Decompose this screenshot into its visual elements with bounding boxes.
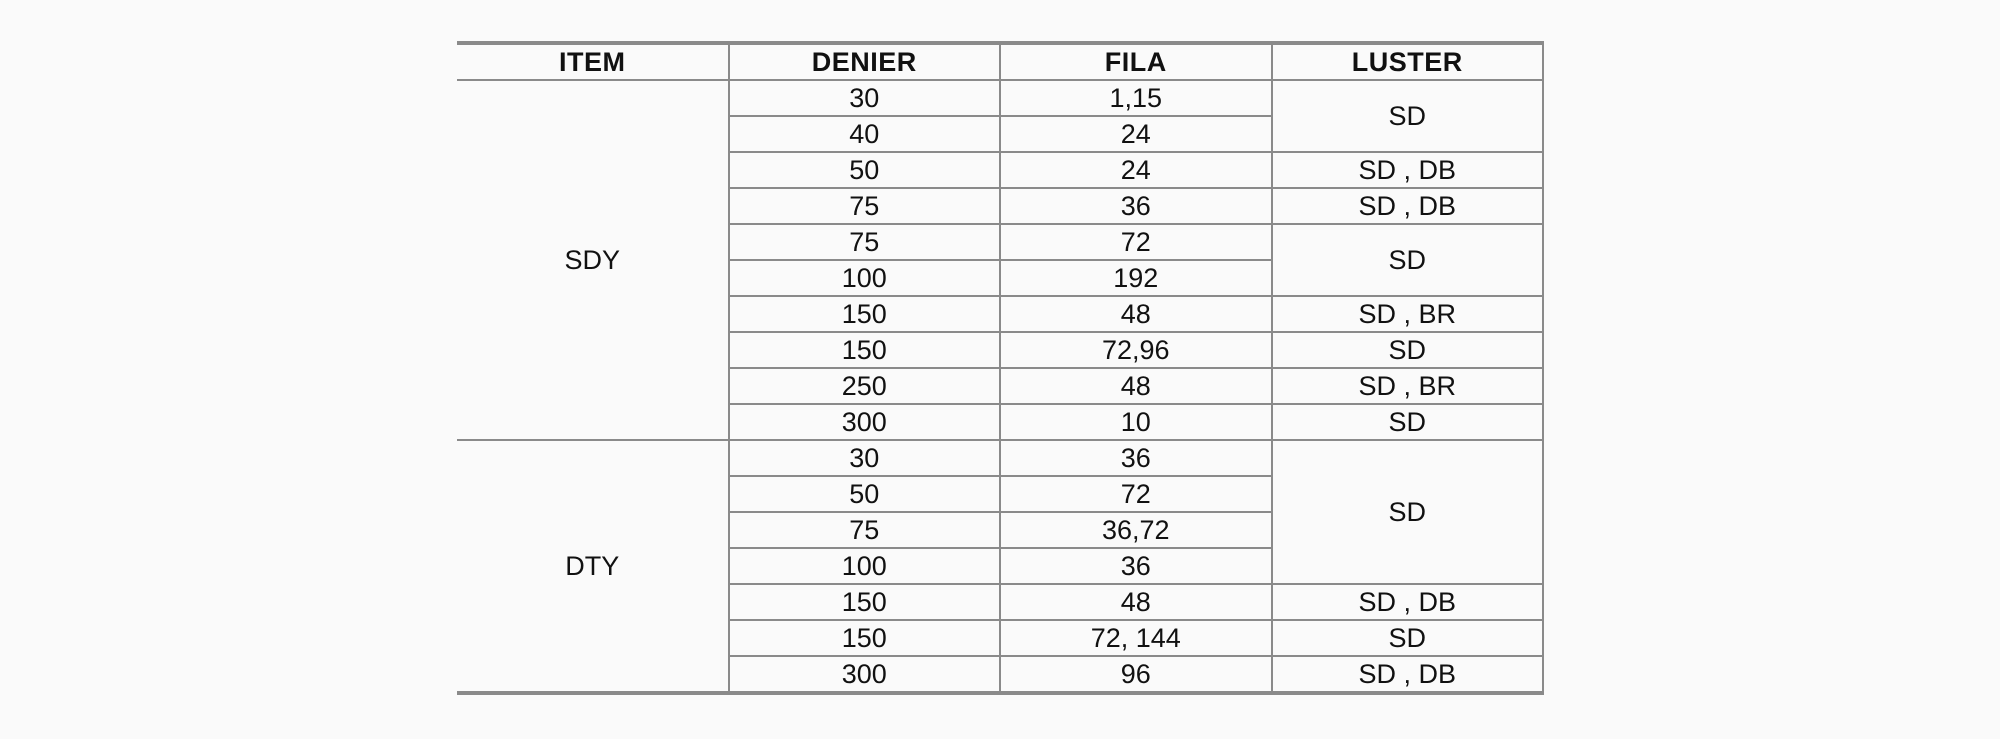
fila-cell: 48 <box>1000 296 1272 332</box>
header-item: ITEM <box>457 43 729 80</box>
denier-cell: 50 <box>729 152 1001 188</box>
fila-cell: 96 <box>1000 656 1272 693</box>
fila-cell: 36,72 <box>1000 512 1272 548</box>
luster-cell: SD <box>1272 620 1544 656</box>
fila-cell: 72 <box>1000 224 1272 260</box>
denier-cell: 300 <box>729 656 1001 693</box>
fila-cell: 192 <box>1000 260 1272 296</box>
header-row <box>457 43 1543 80</box>
spec-table <box>457 41 1544 695</box>
luster-cell: SD , DB <box>1272 152 1544 188</box>
fila-cell: 36 <box>1000 548 1272 584</box>
table-body <box>457 80 1543 693</box>
denier-cell: 30 <box>729 440 1001 476</box>
fila-cell: 72, 144 <box>1000 620 1272 656</box>
fila-cell: 1,15 <box>1000 80 1272 116</box>
table-row <box>457 440 1543 476</box>
fila-cell: 36 <box>1000 440 1272 476</box>
fila-cell: 24 <box>1000 116 1272 152</box>
header-fila: FILA <box>1000 43 1272 80</box>
denier-cell: 100 <box>729 260 1001 296</box>
denier-cell: 75 <box>729 512 1001 548</box>
luster-cell: SD , DB <box>1272 188 1544 224</box>
denier-cell: 75 <box>729 188 1001 224</box>
denier-cell: 50 <box>729 476 1001 512</box>
fila-cell: 48 <box>1000 368 1272 404</box>
table-row <box>457 80 1543 116</box>
denier-cell: 300 <box>729 404 1001 440</box>
luster-cell: SD <box>1272 224 1544 296</box>
item-cell: DTY <box>457 440 729 693</box>
item-cell: SDY <box>457 80 729 440</box>
denier-cell: 150 <box>729 332 1001 368</box>
denier-cell: 150 <box>729 584 1001 620</box>
luster-cell: SD , BR <box>1272 368 1544 404</box>
luster-cell: SD <box>1272 80 1544 152</box>
luster-cell: SD <box>1272 440 1544 584</box>
denier-cell: 75 <box>729 224 1001 260</box>
luster-cell: SD , BR <box>1272 296 1544 332</box>
table-header <box>457 43 1543 80</box>
fila-cell: 10 <box>1000 404 1272 440</box>
luster-cell: SD , DB <box>1272 656 1544 693</box>
denier-cell: 40 <box>729 116 1001 152</box>
denier-cell: 100 <box>729 548 1001 584</box>
fila-cell: 72,96 <box>1000 332 1272 368</box>
luster-cell: SD <box>1272 404 1544 440</box>
fila-cell: 72 <box>1000 476 1272 512</box>
fila-cell: 36 <box>1000 188 1272 224</box>
denier-cell: 150 <box>729 620 1001 656</box>
fila-cell: 48 <box>1000 584 1272 620</box>
luster-cell: SD , DB <box>1272 584 1544 620</box>
denier-cell: 250 <box>729 368 1001 404</box>
header-luster: LUSTER <box>1272 43 1544 80</box>
fila-cell: 24 <box>1000 152 1272 188</box>
luster-cell: SD <box>1272 332 1544 368</box>
header-denier: DENIER <box>729 43 1001 80</box>
denier-cell: 150 <box>729 296 1001 332</box>
denier-cell: 30 <box>729 80 1001 116</box>
